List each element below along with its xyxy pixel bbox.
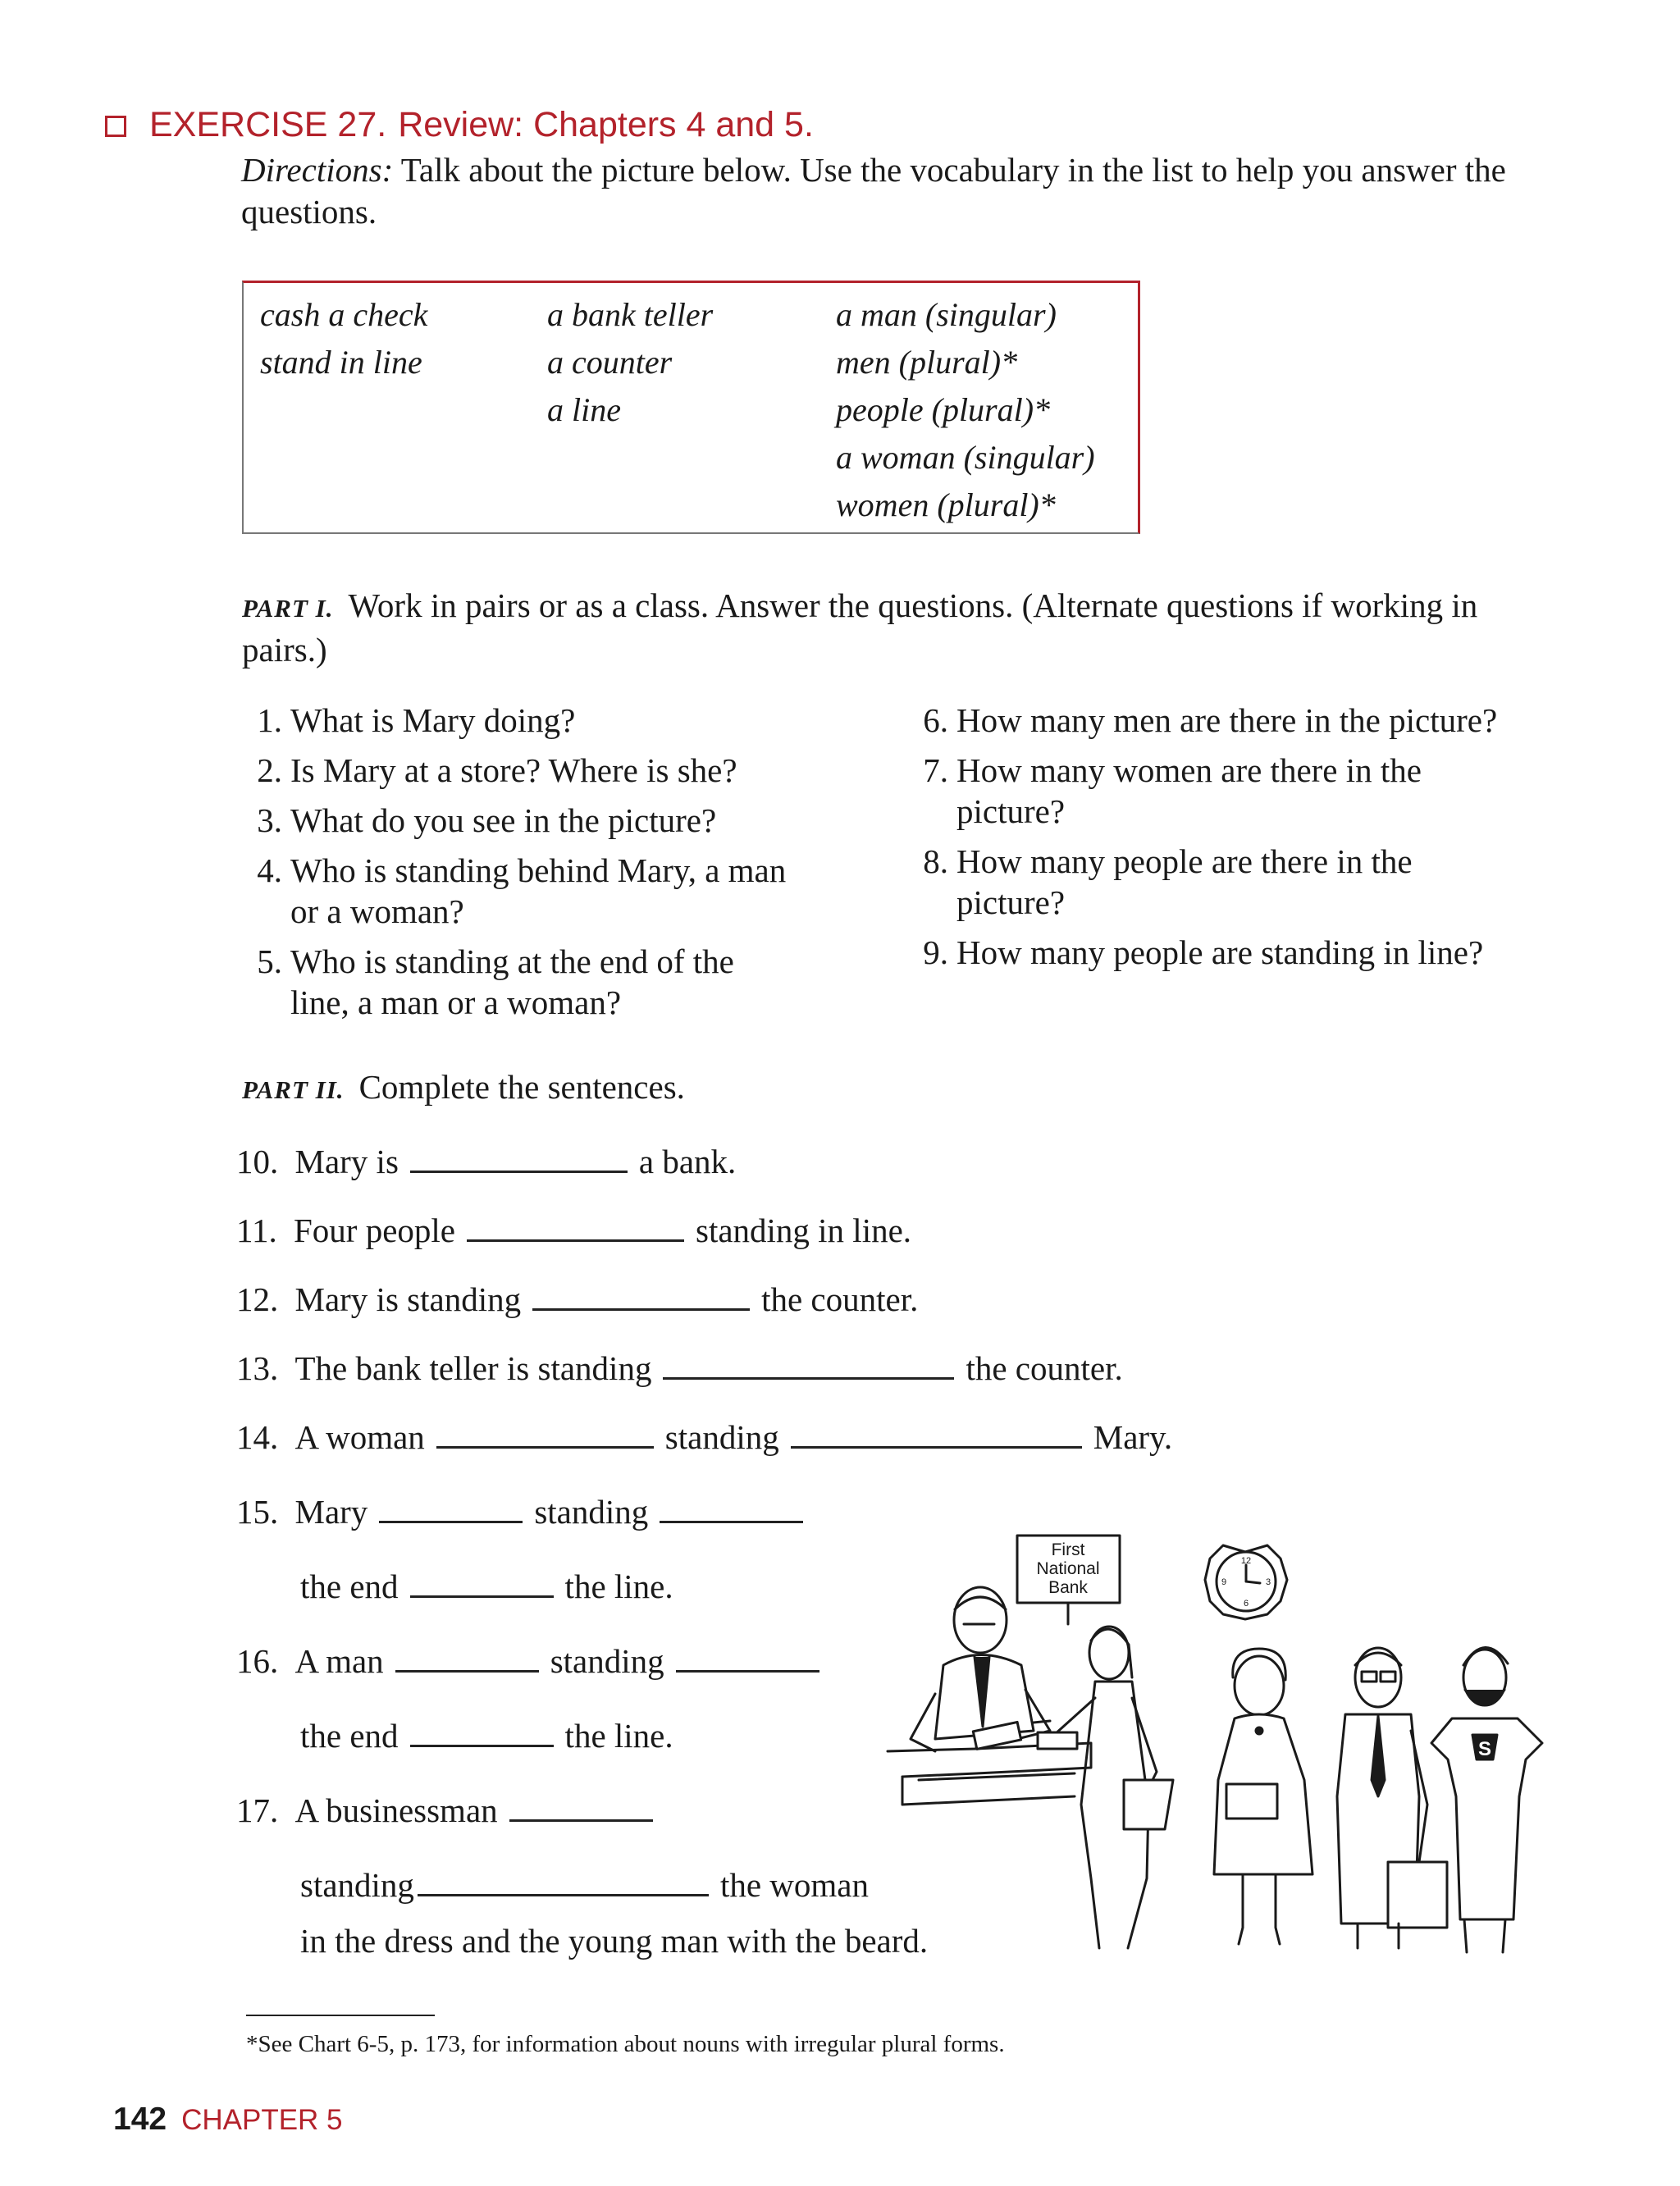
clock-number-9: 9	[1221, 1577, 1227, 1587]
part-1-label: PART I.	[242, 594, 334, 623]
question-number: 3.	[257, 801, 282, 839]
part-1-instructions	[242, 585, 1522, 671]
sentence-text: the line.	[564, 1717, 673, 1755]
question-text: or a woman?	[290, 892, 464, 930]
exercise-heading	[149, 105, 825, 145]
bank-sign	[1017, 1536, 1120, 1624]
sentence-text: standing	[300, 1866, 414, 1904]
vocab-column-3	[836, 291, 1095, 529]
question-number: 6.	[923, 701, 948, 739]
sentence-number: 14.	[236, 1418, 279, 1456]
sentence-17-line-2	[300, 1864, 869, 1905]
part-2-text: Complete the sentences.	[358, 1068, 685, 1106]
question-number: 2.	[257, 751, 282, 789]
question-text: Who is standing at the end of the	[290, 942, 734, 980]
sentence-text: standing	[550, 1642, 664, 1680]
bank-line-illustration	[886, 1534, 1575, 1960]
sentence-number: 16.	[236, 1642, 279, 1680]
directions-text: Talk about the picture below. Use the vocabulary in the list to help you answer the questions.	[241, 151, 1506, 230]
directions	[241, 149, 1521, 233]
sentence-text: the counter.	[966, 1349, 1123, 1387]
sentence-text: standing in line.	[695, 1212, 912, 1249]
part-2-label: PART II.	[242, 1075, 345, 1104]
vocab-item: women (plural)*	[836, 486, 1056, 523]
vocab-item: a woman (singular)	[836, 439, 1095, 476]
answer-blank[interactable]	[532, 1307, 750, 1311]
shirt-letter: S	[1477, 1738, 1492, 1760]
question-text: How many people are standing in line?	[956, 933, 1484, 971]
sentence-number: 12.	[236, 1280, 279, 1318]
bank-sign-line-2: National	[1036, 1559, 1100, 1578]
sentence-16	[236, 1641, 831, 1682]
sentence-text: A businessman	[294, 1791, 498, 1829]
answer-blank[interactable]	[467, 1239, 684, 1242]
answer-blank[interactable]	[509, 1819, 653, 1822]
sentence-text: Mary is	[294, 1143, 399, 1180]
answer-blank[interactable]	[660, 1520, 803, 1523]
sentence-text: the line.	[564, 1568, 673, 1605]
sentence-10	[236, 1141, 736, 1182]
vocab-item: cash a check	[260, 296, 428, 333]
vocab-column-1	[260, 291, 427, 386]
footnote-rule	[246, 2015, 435, 2016]
page-footer	[113, 2102, 343, 2138]
question-number: 4.	[257, 851, 282, 889]
clock-number-12: 12	[1240, 1556, 1252, 1566]
part-1-text: Work in pairs or as a class. Answer the questions. (Alternate questions if working in pairs.)	[242, 586, 1478, 669]
clock-number-3: 3	[1265, 1577, 1271, 1587]
sentence-text: the woman	[719, 1866, 869, 1904]
part-2-instructions	[242, 1066, 685, 1111]
vocab-item: a line	[547, 391, 621, 428]
answer-blank[interactable]	[410, 1744, 554, 1747]
bank-sign-line-3: Bank	[1048, 1578, 1088, 1597]
vocab-item: a man (singular)	[836, 296, 1057, 333]
vocab-item: stand in line	[260, 344, 422, 381]
sentence-text: a bank.	[638, 1143, 737, 1180]
sentence-text: the end	[300, 1568, 399, 1605]
question-number: 7.	[923, 751, 948, 789]
chapter-label: CHAPTER 5	[181, 2104, 343, 2136]
sentence-text: standing	[534, 1493, 649, 1531]
question-text: line, a man or a woman?	[290, 983, 622, 1021]
exercise-title: Review: Chapters 4 and 5.	[398, 105, 814, 144]
vocab-item: people (plural)*	[836, 391, 1051, 428]
sentence-13	[236, 1348, 1123, 1389]
question-number: 5.	[257, 942, 282, 980]
sentence-text: Mary.	[1093, 1418, 1173, 1456]
sentence-text: in the dress and the young man with the beard.	[300, 1922, 929, 1960]
answer-blank[interactable]	[379, 1520, 523, 1523]
sentence-15-line-2	[300, 1566, 673, 1607]
exercise-checkbox	[105, 116, 126, 137]
sentence-number: 10.	[236, 1143, 279, 1180]
sentence-text: A man	[294, 1642, 384, 1680]
sentence-text: A woman	[294, 1418, 425, 1456]
sentence-number: 11.	[236, 1212, 277, 1249]
vocabulary-box	[242, 281, 1140, 534]
sentence-text: standing	[664, 1418, 779, 1456]
answer-blank[interactable]	[436, 1445, 654, 1449]
sentence-text: the end	[300, 1717, 399, 1755]
vocab-column-2	[547, 291, 713, 434]
sentence-16-line-2	[300, 1715, 673, 1756]
question-text: Who is standing behind Mary, a man	[290, 851, 787, 889]
answer-blank[interactable]	[791, 1445, 1082, 1449]
mary-figure	[1038, 1627, 1173, 1948]
question-text: Is Mary at a store? Where is she?	[290, 751, 737, 789]
question-text: What do you see in the picture?	[290, 801, 717, 839]
question-text: picture?	[956, 883, 1066, 921]
answer-blank[interactable]	[410, 1170, 628, 1173]
vocab-item: men (plural)*	[836, 344, 1018, 381]
businessman-figure	[1337, 1648, 1447, 1948]
bank-sign-line-1: First	[1051, 1540, 1085, 1559]
vocab-item: a bank teller	[547, 296, 714, 333]
question-number: 1.	[257, 701, 282, 739]
exercise-label: EXERCISE 27.	[149, 105, 387, 144]
sentence-text: Mary is standing	[294, 1280, 522, 1318]
sentence-15	[236, 1491, 815, 1532]
answer-blank[interactable]	[676, 1669, 819, 1673]
question-text: How many people are there in the	[956, 842, 1413, 880]
sentence-text: The bank teller is standing	[294, 1349, 652, 1387]
bank-teller-figure	[911, 1587, 1050, 1751]
sentence-text: the counter.	[761, 1280, 919, 1318]
question-text: What is Mary doing?	[290, 701, 576, 739]
footnote: *See Chart 6-5, p. 173, for information about nouns with irregular plural forms.	[246, 2031, 1005, 2057]
clock-number-6: 6	[1243, 1599, 1249, 1609]
woman-in-dress-figure	[1214, 1649, 1312, 1944]
directions-label: Directions:	[241, 151, 394, 189]
sentence-17	[236, 1790, 664, 1831]
clock-icon	[1205, 1545, 1287, 1619]
answer-blank[interactable]	[410, 1595, 554, 1598]
sentence-number: 13.	[236, 1349, 279, 1387]
question-text: picture?	[956, 792, 1066, 830]
sentence-12	[236, 1279, 918, 1320]
sentence-11	[236, 1210, 911, 1251]
question-text: How many men are there in the picture?	[956, 701, 1498, 739]
answer-blank[interactable]	[663, 1376, 954, 1380]
question-text: How many women are there in the	[956, 751, 1422, 789]
sentence-text: Mary	[294, 1493, 368, 1531]
question-number: 9.	[923, 933, 948, 971]
sentence-text: Four people	[293, 1212, 455, 1249]
answer-blank[interactable]	[418, 1893, 709, 1896]
vocab-item: a counter	[547, 344, 673, 381]
sentence-14	[236, 1417, 1172, 1458]
question-number: 8.	[923, 842, 948, 880]
answer-blank[interactable]	[395, 1669, 539, 1673]
sentence-number: 15.	[236, 1493, 279, 1531]
sentence-17-line-3	[300, 1920, 928, 1961]
page-number: 142	[113, 2102, 167, 2137]
sentence-number: 17.	[236, 1791, 279, 1829]
